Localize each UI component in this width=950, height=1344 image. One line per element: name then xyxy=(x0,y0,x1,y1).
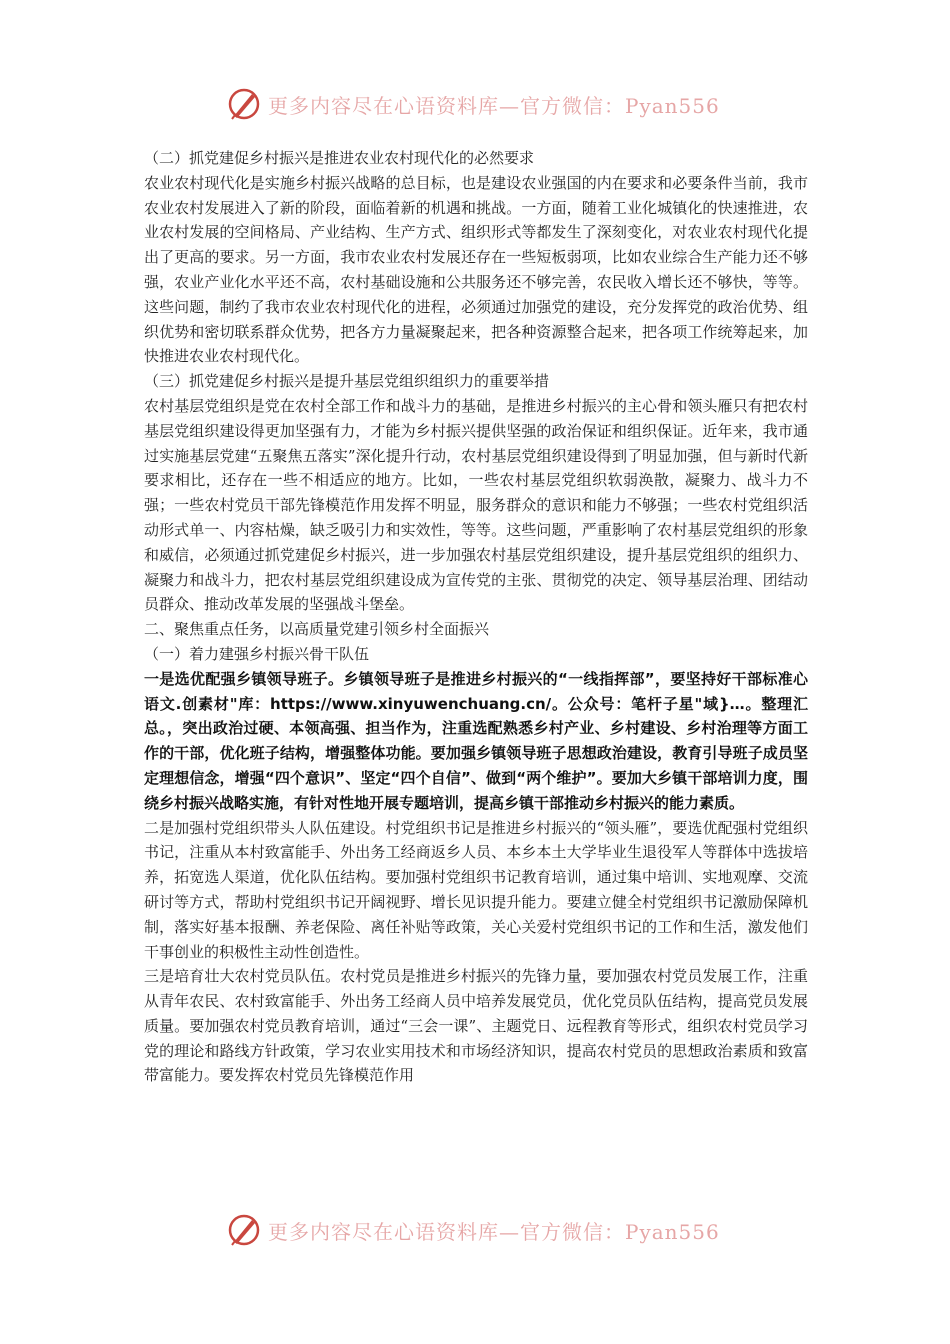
banner-text: 更多内容尽在心语资料库—官方微信：Pyan556 xyxy=(268,93,720,118)
header-watermark-banner xyxy=(226,84,720,124)
banner-text: 更多内容尽在心语资料库—官方微信：Pyan556 xyxy=(268,1219,720,1244)
section-heading: （一）着力建强乡村振兴骨干队伍 xyxy=(144,644,370,663)
section-heading: （二）抓党建促乡村振兴是推进农业农村现代化的必然要求 xyxy=(144,149,535,167)
body-paragraph: 二是加强村党组织带头人队伍建设。村党组织书记是推进乡村振兴的“领头雁”，要选优配强村党组织书记，注重从本村致富能手、外出务工经商返乡人员、本乡本土大学毕业生退役军人等群体中选拔培养，拓宽选人渠道，优化队伍结构。要加强村党组织书记教育培训，通过集中培训、实地观摩、交流研讨等方式，帮助村党组织书记开阔视野、增长见识提升能力。要建立健全村党组织书记激励保障机制，落实好基本报酬、养老保险、离任补贴等政策，关心关爱村党组织书记的工作和生活，激发他们干事创业的积极性主动性创造性。 xyxy=(144,818,808,961)
body-paragraph: 农业农村现代化是实施乡村振兴战略的总目标，也是建设农业强国的内在要求和必要条件当前，我市农业农村发展进入了新的阶段，面临着新的机遇和挑战。一方面，随着工业化城镇化的快速推进，农业农村发展的空间格局、产业结构、生产方式、组织形式等都发生了深刻变化，对农业农村现代化提出了更高的要求。另一方面，我市农业农村发展还存在一些短板弱项，比如农业综合生产能力还不够强，农业产业化水平还不高，农村基础设施和公共服务还不够完善，农民收入增长还不够快，等等。这些问题，制约了我市农业农村现代化的进程，必须通过加强党的建设，充分发挥党的政治优势、组织优势和密切联系群众优势，把各方力量凝聚起来，把各种资源整合起来，把各项工作统筹起来，加快推进农业农村现代化。 xyxy=(144,173,808,366)
pen-logo-icon xyxy=(226,1212,262,1248)
document-body xyxy=(144,146,808,1088)
pen-logo-icon xyxy=(226,86,262,122)
footer-watermark-banner xyxy=(226,1210,720,1250)
chapter-heading: 二、聚焦重点任务，以高质量党建引领乡村全面振兴 xyxy=(144,620,490,639)
body-paragraph: 农村基层党组织是党在农村全部工作和战斗力的基础，是推进乡村振兴的主心骨和领头雁只有把农村基层党组织建设得更加坚强有力，才能为乡村振兴提供坚强的政治保证和组织保证。近年来，我市通过实施基层党建“五聚焦五落实”深化提升行动，农村基层党组织建设得到了明显加强，但与新时代新要求相比，还存在一些不相适应的地方。比如，一些农村基层党组织软弱涣散，凝聚力、战斗力不强；一些农村党员干部先锋模范作用发挥不明显，服务群众的意识和能力不够强；一些农村党组织活动形式单一、内容枯燥，缺乏吸引力和实效性，等等。这些问题，严重影响了农村基层党组织的形象和威信，必须通过抓党建促乡村振兴，进一步加强农村基层党组织建设，提升基层党组织的组织力、凝聚力和战斗力，把农村基层党组织建设成为宣传党的主张、贯彻党的决定、领导基层治理、团结动员群众、推动改革发展的坚强战斗堡垒。 xyxy=(144,396,808,614)
body-paragraph-bold: 一是选优配强乡镇领导班子。乡镇领导班子是推进乡村振兴的“一线指挥部”，要坚持好干部标准心语文.创素材"库：https://www.xinyuwenchuang.cn/。公众号：笔杆子星"域}…。整理汇总。，突出政治过硬、本领高强、担当作为，注重选配熟悉乡村产业、乡村建设、乡村治理等方面工作的干部，优化班子结构，增强整体功能。要加强乡镇领导班子思想政治建设，教育引导班子成员坚定理想信念，增强“四个意识”、坚定“四个自信”、做到“两个维护”。要加大乡镇干部培训力度，围绕乡村振兴战略实施，有针对性地开展专题培训，提高乡镇干部推动乡村振兴的能力素质。 xyxy=(144,669,808,812)
section-heading: （三）抓党建促乡村振兴是提升基层党组织组织力的重要举措 xyxy=(144,372,550,391)
body-paragraph: 三是培育壮大农村党员队伍。农村党员是推进乡村振兴的先锋力量，要加强农村党员发展工作，注重从青年农民、农村致富能手、外出务工经商人员中培养发展党员，优化党员队伍结构，提高党员发展质量。要加强农村党员教育培训，通过“三会一课”、主题党日、远程教育等形式，组织农村党员学习党的理论和路线方针政策，学习农业实用技术和市场经济知识，提高农村党员的思想政治素质和致富带富能力。要发挥农村党员先锋模范作用 xyxy=(144,967,808,1085)
